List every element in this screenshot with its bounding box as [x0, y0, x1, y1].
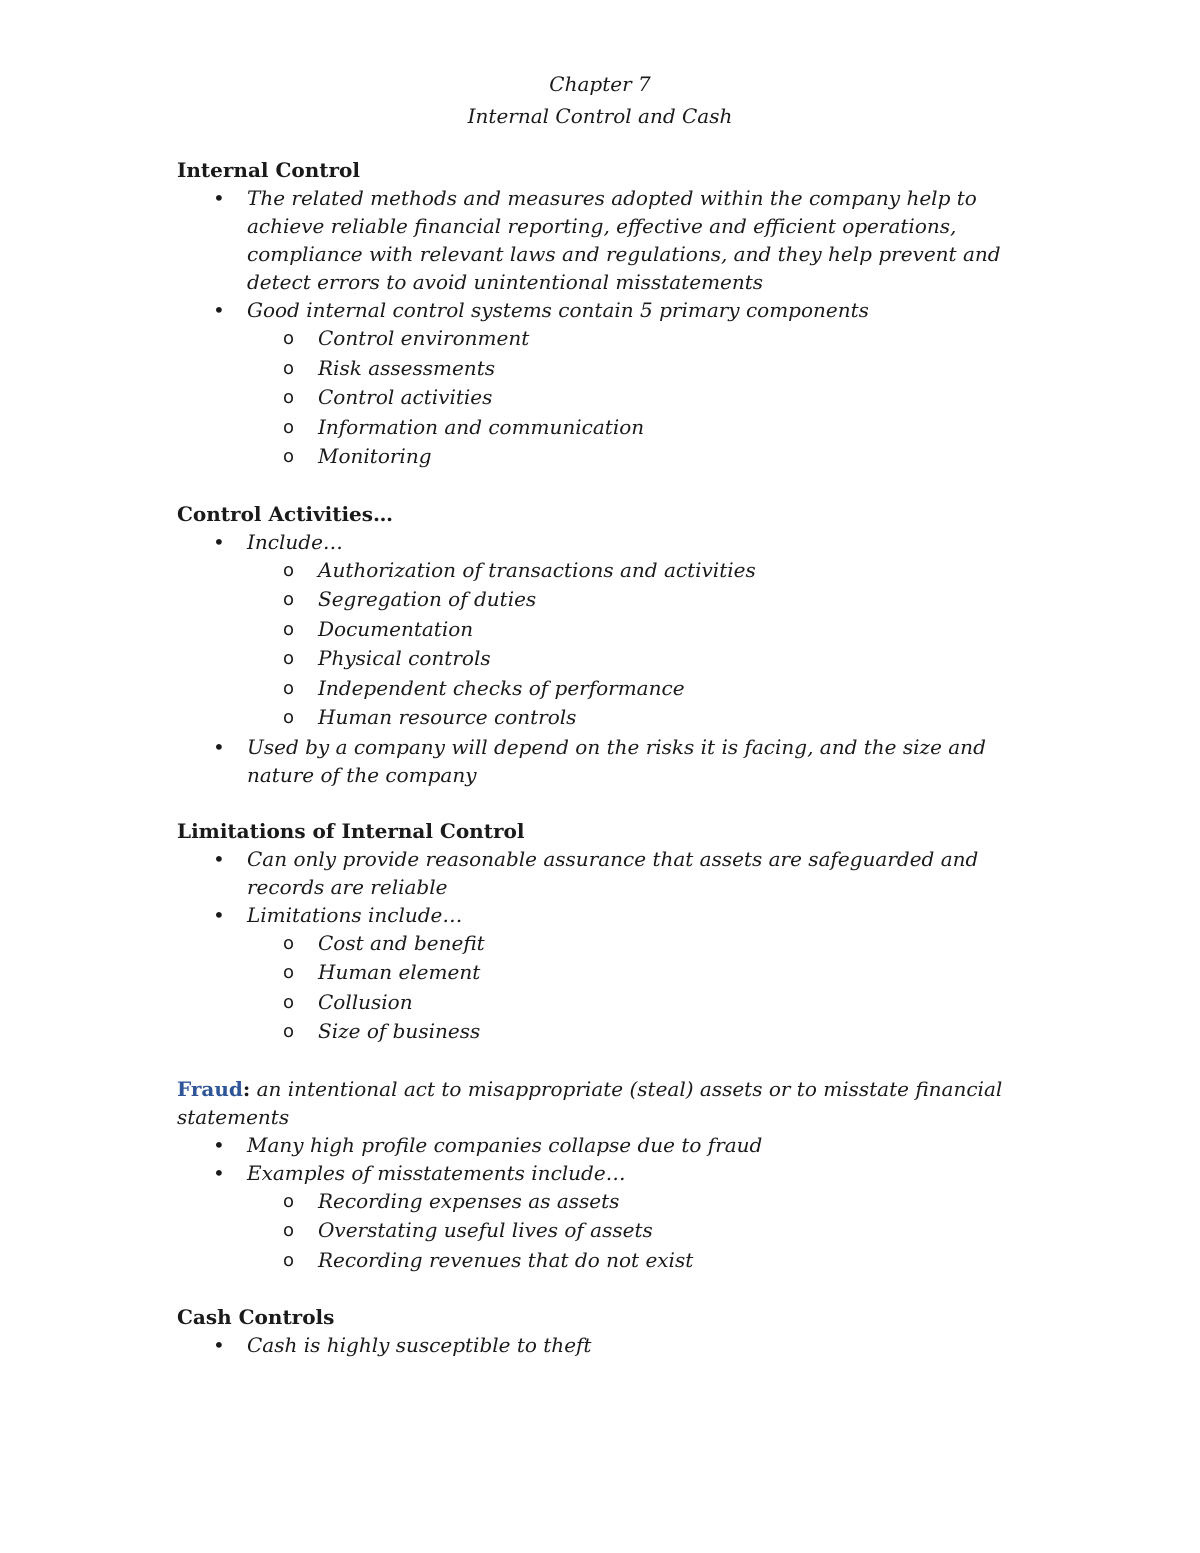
bullet-item	[177, 733, 1037, 789]
bullet-icon: •	[213, 846, 225, 871]
bullet-text: Used by a company will depend on the risks it is facing, and the size and nature of the company	[247, 734, 986, 787]
circle-bullet-icon: o	[283, 991, 295, 1013]
sub-bullet-item	[177, 1246, 1037, 1276]
sub-bullet-text: Overstating useful lives of assets	[318, 1218, 653, 1242]
bullet-list	[177, 1331, 1037, 1359]
heading-definition: an intentional act to misappropriate (steal) assets or to misstate financial statements	[177, 1076, 1003, 1129]
sections-container	[177, 156, 1037, 1359]
circle-bullet-icon: o	[283, 677, 295, 699]
sub-bullet-list	[177, 556, 1037, 733]
circle-bullet-icon: o	[283, 932, 295, 954]
sub-bullet-text: Risk assessments	[318, 355, 495, 380]
bullet-item	[177, 528, 1037, 556]
sub-bullet-item	[177, 644, 1037, 674]
sub-bullet-item	[177, 615, 1037, 645]
circle-bullet-icon: o	[283, 1220, 295, 1241]
sub-bullet-text: Control activities	[318, 385, 493, 409]
circle-bullet-icon: o	[283, 1190, 295, 1212]
bullet-icon: •	[213, 186, 225, 210]
bullet-text: Limitations include…	[247, 902, 463, 927]
circle-bullet-icon: o	[283, 648, 295, 669]
bullet-list	[177, 528, 1037, 789]
bullet-icon: •	[213, 902, 225, 927]
spacer	[177, 132, 1037, 156]
sub-bullet-text: Physical controls	[318, 646, 491, 670]
sub-bullet-text: Human element	[318, 960, 481, 984]
sub-bullet-item	[177, 988, 1037, 1018]
section-heading: Limitations of Internal Control	[177, 818, 525, 843]
section-spacer	[177, 1275, 1037, 1303]
sub-bullet-text: Collusion	[318, 989, 413, 1014]
sub-bullet-item	[177, 442, 1037, 472]
section-heading: Internal Control	[177, 158, 360, 182]
bullet-list	[177, 1131, 1037, 1276]
sub-bullet-item	[177, 413, 1037, 443]
bullet-list	[177, 184, 1037, 472]
sub-bullet-item	[177, 703, 1037, 733]
circle-bullet-icon: o	[283, 962, 295, 983]
sub-bullet-list	[177, 929, 1037, 1047]
bullet-icon: •	[213, 734, 225, 759]
sub-bullet-text: Segregation of duties	[318, 587, 537, 611]
sub-list-wrapper	[177, 556, 1037, 733]
bullet-text: Examples of misstatements include…	[247, 1160, 626, 1185]
sub-bullet-item	[177, 556, 1037, 586]
sub-bullet-text: Information and communication	[318, 414, 645, 439]
sub-bullet-text: Independent checks of performance	[318, 675, 685, 700]
sub-bullet-item	[177, 674, 1037, 704]
section-spacer	[177, 1047, 1037, 1075]
circle-bullet-icon: o	[283, 707, 295, 728]
circle-bullet-icon: o	[283, 387, 295, 408]
circle-bullet-icon: o	[283, 559, 295, 581]
sub-list-wrapper	[177, 929, 1037, 1047]
bullet-icon: •	[213, 1160, 225, 1185]
bullet-item	[177, 296, 1037, 324]
sub-bullet-text: Size of business	[318, 1019, 481, 1043]
sub-list-wrapper	[177, 324, 1037, 472]
sub-bullet-list	[177, 1187, 1037, 1276]
sub-bullet-text: Monitoring	[318, 444, 432, 468]
sub-bullet-item	[177, 1216, 1037, 1246]
section-heading: Cash Controls	[177, 1305, 335, 1329]
bullet-item	[177, 845, 1037, 901]
bullet-list	[177, 845, 1037, 1047]
circle-bullet-icon: o	[283, 357, 295, 379]
sub-bullet-text: Recording expenses as assets	[318, 1188, 620, 1213]
circle-bullet-icon: o	[283, 618, 295, 640]
circle-bullet-icon: o	[283, 1249, 295, 1271]
bullet-text: Cash is highly susceptible to theft	[247, 1333, 592, 1357]
bullet-text: Include…	[247, 529, 343, 554]
section-heading	[177, 1075, 1037, 1131]
heading-term: Fraud	[177, 1076, 243, 1101]
sub-bullet-text: Authorization of transactions and activities	[318, 557, 756, 582]
bullet-item	[177, 1331, 1037, 1359]
bullet-icon: •	[213, 529, 225, 554]
chapter-title: Chapter 7	[549, 72, 651, 96]
sub-list-wrapper	[177, 1187, 1037, 1276]
sub-bullet-text: Documentation	[318, 616, 474, 641]
sub-bullet-text: Cost and benefit	[318, 930, 485, 955]
sub-bullet-text: Human resource controls	[318, 705, 577, 729]
sub-bullet-list	[177, 324, 1037, 472]
bullet-text: Good internal control systems contain 5 primary components	[247, 298, 869, 322]
section-spacer	[177, 789, 1037, 817]
circle-bullet-icon: o	[283, 446, 295, 467]
sub-bullet-item	[177, 1187, 1037, 1217]
chapter-subtitle: Internal Control and Cash	[467, 104, 733, 128]
section-spacer	[177, 472, 1037, 500]
circle-bullet-icon: o	[283, 328, 295, 349]
sub-bullet-text: Recording revenues that do not exist	[318, 1247, 694, 1272]
section-heading: Control Activities…	[177, 501, 394, 526]
sub-bullet-item	[177, 383, 1037, 413]
sub-bullet-item	[177, 354, 1037, 384]
sub-bullet-item	[177, 585, 1037, 615]
bullet-item	[177, 901, 1037, 929]
circle-bullet-icon: o	[283, 589, 295, 610]
sub-bullet-item	[177, 1017, 1037, 1047]
bullet-item	[177, 184, 1037, 296]
circle-bullet-icon: o	[283, 416, 295, 438]
bullet-icon: •	[213, 1132, 225, 1157]
bullet-icon: •	[213, 1333, 225, 1357]
circle-bullet-icon: o	[283, 1021, 295, 1042]
bullet-text: Can only provide reasonable assurance that assets are safeguarded and records are reliable	[247, 846, 979, 899]
bullet-text: The related methods and measures adopted within the company help to achieve reliable financial reporting, effective and efficient operations, compliance with relevant laws and regulations, and they help prevent and detect errors to avoid unintentional misstatements	[247, 186, 1001, 294]
sub-bullet-item	[177, 929, 1037, 959]
bullet-item	[177, 1131, 1037, 1159]
sub-bullet-item	[177, 958, 1037, 988]
sub-bullet-text: Control environment	[318, 326, 530, 350]
document-page	[177, 68, 1037, 1359]
bullet-icon: •	[213, 298, 225, 322]
sub-bullet-item	[177, 324, 1037, 354]
bullet-item	[177, 1159, 1037, 1187]
bullet-text: Many high profile companies collapse due to fraud	[247, 1132, 763, 1157]
heading-colon: :	[242, 1076, 251, 1101]
